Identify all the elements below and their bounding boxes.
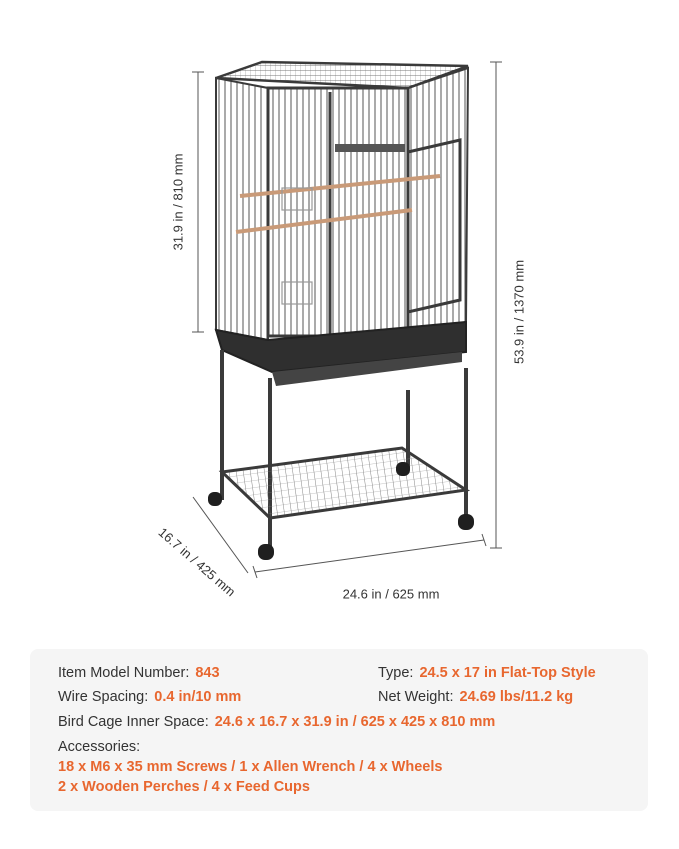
spec-type-value: 24.5 x 17 in Flat-Top Style	[419, 665, 596, 681]
spec-type	[378, 665, 596, 681]
cage-height-label: 31.9 in / 810 mm	[170, 153, 186, 251]
spec-wire-label: Wire Spacing:	[58, 689, 149, 705]
spec-accessories-label: Accessories:	[58, 739, 141, 755]
depth-label: 16.7 in / 425 mm	[155, 524, 239, 600]
cage-body	[216, 68, 468, 386]
spec-net-label: Net Weight:	[378, 689, 454, 705]
spec-net-value: 24.69 lbs/11.2 kg	[459, 689, 574, 705]
spec-inner-label: Bird Cage Inner Space:	[58, 714, 209, 730]
spec-wire-spacing	[58, 689, 241, 705]
spec-panel	[30, 649, 648, 811]
cage-stand	[222, 350, 466, 548]
spec-inner-space	[58, 714, 495, 730]
spec-wire-value: 0.4 in/10 mm	[154, 689, 242, 705]
width-label: 24.6 in / 625 mm	[342, 586, 440, 602]
spec-net-weight	[378, 689, 573, 705]
spec-model	[58, 665, 220, 681]
spec-model-label: Item Model Number:	[58, 665, 190, 681]
spec-type-label: Type:	[378, 665, 414, 681]
spec-model-value: 843	[195, 665, 220, 681]
total-height-label: 53.9 in / 1370 mm	[511, 259, 527, 365]
spec-inner-value: 24.6 x 16.7 x 31.9 in / 625 x 425 x 810 mm	[214, 714, 496, 730]
accessories-line-2: 2 x Wooden Perches / 4 x Feed Cups	[58, 779, 310, 795]
accessories-line-1: 18 x M6 x 35 mm Screws / 1 x Allen Wrench / 4 x Wheels	[58, 759, 443, 775]
spec-accessories	[58, 739, 140, 755]
